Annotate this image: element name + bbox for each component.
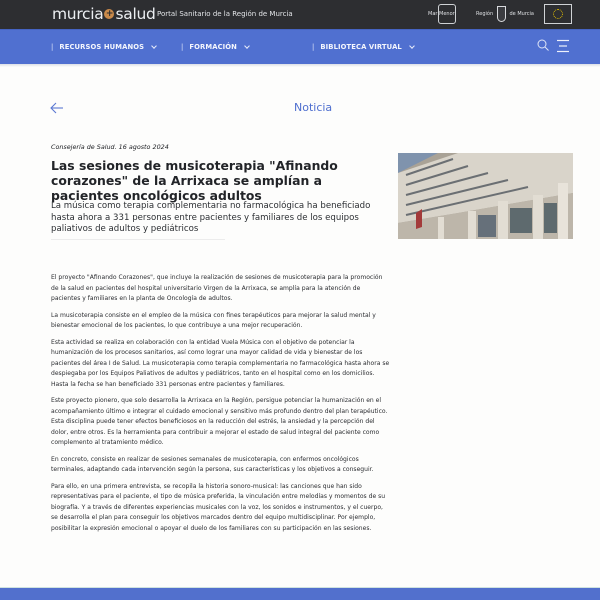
region-label-left: Región: [476, 11, 494, 17]
article-paragraph: La musicoterapia consiste en el empleo de la música con fines terapéuticos para mejorar la salud mental y bienestar emocional de los pacientes, lo que contribuye a una mejor recuperación.: [51, 311, 376, 329]
main-navigation: [0, 29, 600, 64]
nav-separator: |: [51, 43, 54, 51]
section-title: Noticia: [294, 101, 333, 114]
top-header: [0, 0, 600, 29]
chevron-down-icon: [244, 43, 250, 49]
article-paragraph: Para ello, en una primera entrevista, se recopila la historia sonoro-musical: las canciones que han sido representativas para el paciente, el tipo de música preferida, la vinculación entre melodías y momentos de su biografía. Y a través de diferentes experiencias musicales con la voz, los sonidos e instrumentos, y el cuerpo, se desarrolla el plan para conseguir los objetivos marcados dentro del equipo multidisciplinar. Por ejemplo, posibilitar la expresión emocional o apoyar el duelo de los familiares con su participación en las sesiones.: [51, 482, 386, 532]
divider: [51, 239, 225, 240]
brand-plus-icon: +: [105, 9, 114, 19]
nav-separator: |: [312, 43, 315, 51]
coat-of-arms-icon: [497, 6, 506, 22]
building-photo: [398, 153, 573, 239]
nav-label: FORMACIÓN: [189, 43, 237, 51]
hamburger-menu-icon[interactable]: [556, 39, 570, 53]
mar-menor-label: Mar Menor: [428, 11, 455, 17]
chevron-down-icon: [151, 43, 157, 49]
nav-formacion[interactable]: [181, 43, 249, 51]
brand-right: salud: [115, 5, 156, 23]
mar-menor-logo[interactable]: [428, 4, 464, 24]
search-icon[interactable]: [537, 39, 549, 51]
region-murcia-logo[interactable]: [476, 4, 534, 24]
nav-separator: |: [181, 43, 184, 51]
article-body: [51, 273, 391, 540]
portal-label: Portal Sanitario de la Región de Murcia: [157, 10, 293, 18]
article-image: [398, 153, 573, 239]
brand-left: murcia: [52, 5, 104, 23]
nav-biblioteca-virtual[interactable]: [312, 43, 414, 51]
article-meta: Consejería de Salud. 16 agosto 2024: [51, 143, 169, 151]
article-subtitle: La música como terapia complementaria no farmacológica ha beneficiado hasta ahora a 331 personas entre pacientes y familiares de los equipos paliativos de adultos y pediátricos: [51, 201, 371, 235]
arrow-left-icon[interactable]: [50, 102, 64, 114]
article-paragraph: En concreto, consiste en realizar de sesiones semanales de musicoterapia, con enfermos oncológicos terminales, adaptando cada intervención según la persona, sus características y los objetivos a conseguir.: [51, 455, 374, 473]
nav-label: BIBLIOTECA VIRTUAL: [320, 43, 402, 51]
article-paragraph: El proyecto "Afinando Corazones", que incluye la realización de sesiones de musicoterapia para la promoción de la salud en pacientes del hospital universitario Virgen de la Arrixaca, se amplía para la atención de pacientes y familiares en la planta de Oncología de adultos.: [51, 274, 383, 302]
nav-label: RECURSOS HUMANOS: [59, 43, 145, 51]
article-paragraph: Esta actividad se realiza en colaboración con la entidad Vuela Música con el objetivo de potenciar la humanización de los procesos sanitarios, así como lograr una mayor calidad de vida y bienestar de los pacientes del área I de Salud. La musicoterapia como terapia complementaria no farmacológica hasta ahora se despiegaba por los Equipos Paliativos de adultos y pediátricos, tanto en el hospital como en los domicilios. Hasta la fecha se han beneficiado 331 personas entre pacientes y familiares.: [51, 338, 390, 388]
article-headline: Las sesiones de musicoterapia "Afinando corazones" de la Arrixaca se amplían a pacientes oncológicos adultos: [51, 158, 338, 203]
region-label-right: de Murcia: [509, 11, 534, 17]
chevron-down-icon: [409, 43, 415, 49]
eu-flag-logo[interactable]: [544, 4, 572, 24]
murcia-salud-logo[interactable]: [52, 5, 156, 23]
article-paragraph: Este proyecto pionero, que solo desarrolla la Arrixaca en la Región, persigue potenciar la humanización en el acompañamiento último e integrar el cuidado emocional y sensitivo más profundo dentro del plan terapéutico. Esta disciplina puede tener efectos beneficiosos en la reducción del estrés, la ansiedad y la percepción del dolor, entre otros. Es la herramienta para contribuir a mejorar el estado de salud integral del paciente como complemento al tratamiento médico.: [51, 397, 388, 446]
eu-stars-icon: [553, 9, 563, 19]
footer-bar: [0, 588, 600, 600]
nav-shadow: [0, 64, 600, 67]
nav-recursos-humanos[interactable]: [51, 43, 156, 51]
